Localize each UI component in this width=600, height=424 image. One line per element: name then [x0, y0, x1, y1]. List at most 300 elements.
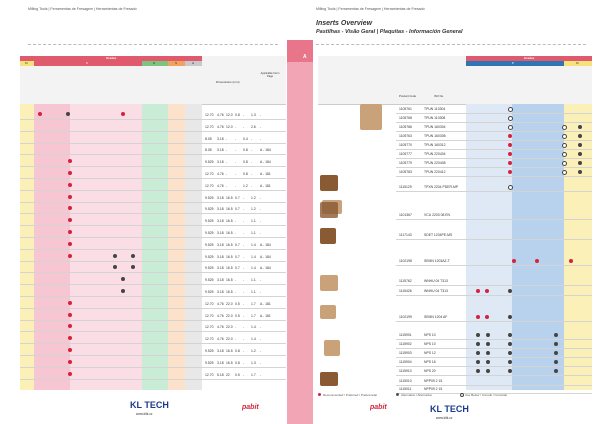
table-cell: 22 — [226, 372, 230, 377]
table-row-divider — [20, 154, 286, 155]
table-cell: - — [235, 172, 237, 176]
iso-H: H — [192, 61, 195, 65]
product-code: 1115762 — [399, 279, 412, 283]
product-code: 1102198 — [399, 259, 412, 263]
table-cell: - — [260, 325, 262, 330]
table-row-divider — [396, 158, 592, 159]
table-cell: 0.7 — [235, 195, 240, 200]
table-cell: 12.70 — [205, 172, 214, 176]
recommended-dot — [68, 372, 72, 376]
table-row-divider — [20, 202, 286, 203]
table-cell: 4.76 — [217, 325, 224, 330]
right-footer-url[interactable]: www.kltk.cz — [436, 416, 453, 420]
alternative-dot — [486, 342, 490, 346]
page-title: Inserts Overview — [316, 20, 373, 27]
table-cell: - — [260, 278, 262, 283]
table-cell: A - 184 — [260, 242, 271, 247]
recommended-dot — [38, 112, 42, 116]
table-cell: 9.525 — [205, 266, 214, 271]
table-cell: 12.70 — [205, 337, 214, 342]
recommended-dot — [68, 183, 72, 187]
table-cell: 0.7 — [235, 266, 240, 271]
table-cell: - — [235, 124, 237, 129]
table-cell: - — [226, 160, 228, 165]
iso-number: NPS 12 — [424, 351, 436, 355]
table-row-divider — [396, 339, 592, 340]
col-iso-no: ISO No. — [434, 94, 444, 98]
table-row-divider — [20, 225, 286, 226]
table-cell: 12.0 — [226, 124, 233, 129]
table-cell: - — [251, 136, 253, 141]
table-cell: - — [226, 136, 228, 141]
table-cell: 1.4 — [251, 337, 256, 342]
table-cell: 0.7 — [235, 242, 240, 247]
alternative-dot — [508, 315, 512, 319]
alternative-dot — [66, 112, 70, 116]
table-cell: 3.18 — [217, 195, 224, 200]
recommended-dot — [512, 259, 516, 263]
iso-number: NPS 20 — [424, 369, 436, 373]
table-cell: 1.2 — [251, 195, 256, 200]
table-row-divider — [396, 265, 592, 266]
table-cell: 16.5 — [226, 360, 233, 365]
table-cell: - — [243, 372, 245, 377]
table-cell: 1.1 — [251, 278, 256, 283]
table-cell: 9.525 — [205, 207, 214, 212]
alternative-dot — [508, 351, 512, 355]
table-cell: 3.18 — [217, 207, 224, 212]
table-cell: 4.76 — [217, 337, 224, 342]
product-code: 1105783 — [399, 170, 412, 174]
left-pabit-logo: pabit — [242, 404, 259, 411]
recommended-dot — [485, 315, 489, 319]
iso-number: TPUN 160312 — [424, 143, 446, 147]
side-tab-A[interactable]: A — [303, 54, 307, 60]
table-cell: 9.525 — [205, 160, 214, 165]
iso-number: NPS 10 — [424, 342, 436, 346]
table-row-divider — [20, 367, 286, 368]
dims-header: Dimensions (mm) — [216, 80, 240, 84]
alternative-dot — [476, 351, 480, 355]
table-cell: 12.70 — [205, 325, 214, 330]
table-row-divider — [396, 149, 592, 150]
table-cell: - — [235, 325, 237, 330]
product-code: 1115903 — [399, 351, 412, 355]
recommended-dot — [68, 195, 72, 199]
table-row-divider — [20, 119, 286, 120]
table-cell: 1.1 — [251, 231, 256, 235]
table-cell: 16.5 — [226, 254, 233, 259]
product-code: 1115426 — [399, 289, 412, 293]
alternative-dot — [476, 333, 480, 337]
iso-number: SDET 1204PE-MS — [424, 233, 453, 237]
right-side-tab — [300, 40, 313, 424]
table-cell: - — [260, 113, 262, 117]
table-cell: A - 184 — [260, 148, 271, 153]
table-row-divider — [396, 122, 592, 123]
iso-number: TPUN 220412 — [424, 170, 446, 174]
applicable-header: Applicable Form Page — [260, 72, 280, 78]
table-cell: 22.0 — [226, 301, 233, 306]
table-cell: - — [243, 266, 245, 271]
table-cell: 1.4 — [251, 266, 256, 271]
right-page — [300, 0, 600, 424]
table-row-divider — [20, 296, 286, 297]
recommended-dot — [535, 259, 539, 263]
alternative-dot — [508, 342, 512, 346]
table-cell: 16.5 — [226, 266, 233, 271]
table-cell: - — [235, 136, 237, 141]
alternative-dot — [476, 342, 480, 346]
col-product-code: Product Code — [399, 94, 417, 98]
iso-M: M — [25, 61, 28, 65]
table-cell: - — [260, 219, 262, 224]
iso-number: TPUN 220404 — [424, 152, 446, 156]
table-row-divider — [20, 166, 286, 167]
table-row-divider — [20, 190, 286, 191]
table-cell: - — [243, 124, 245, 129]
table-cell: 9.525 — [205, 219, 214, 224]
alternative-dot — [121, 289, 125, 293]
iso-N: N — [153, 61, 156, 65]
alternative-dot — [578, 152, 582, 156]
table-cell: - — [226, 148, 228, 153]
table-cell: 22.0 — [226, 337, 233, 342]
table-cell: - — [251, 183, 253, 188]
table-cell: 3.18 — [217, 278, 224, 283]
recommended-dot — [68, 301, 72, 305]
table-cell: - — [235, 148, 237, 153]
table-row-divider — [396, 140, 592, 141]
product-code: 1105786 — [399, 125, 412, 129]
recommended-dot — [508, 152, 512, 156]
alternative-dot — [486, 333, 490, 337]
table-cell: 5.18 — [217, 372, 224, 377]
table-cell: 4.76 — [217, 113, 224, 117]
table-cell: - — [260, 207, 262, 212]
table-cell: - — [235, 290, 237, 294]
recommended-dot — [476, 289, 480, 293]
alternative-dot — [554, 351, 558, 355]
table-cell: 3.18 — [217, 254, 224, 259]
table-cell: 9.525 — [205, 290, 214, 294]
table-cell: - — [260, 195, 262, 200]
iso-number: TPUN 220408 — [424, 161, 446, 165]
table-cell: A - 184 — [260, 160, 271, 165]
table-cell: A - 181 — [260, 172, 271, 176]
table-cell: 1.7 — [251, 301, 256, 306]
recommended-dot — [508, 143, 512, 147]
table-cell: 4.76 — [217, 301, 224, 306]
table-cell: - — [243, 231, 245, 235]
table-row-divider — [396, 348, 592, 349]
table-cell: 1.3 — [251, 360, 256, 365]
table-cell: - — [243, 325, 245, 330]
product-code: 1115901 — [399, 333, 412, 337]
table-cell: 1.2 — [251, 349, 256, 353]
table-cell: 16.5 — [226, 278, 233, 283]
table-cell: 3.18 — [217, 360, 224, 365]
alternative-dot — [131, 254, 135, 258]
recommended-dot — [121, 112, 125, 116]
table-cell: 16.5 — [226, 231, 233, 235]
recommended-dot — [569, 259, 573, 263]
table-cell: - — [235, 219, 237, 224]
product-code: 1115902 — [399, 342, 412, 346]
table-cell: - — [260, 124, 262, 129]
table-row-divider — [396, 219, 592, 220]
table-cell: 9.525 — [205, 242, 214, 247]
iso-K: K — [86, 61, 89, 65]
table-cell: 9.525 — [205, 349, 214, 353]
table-row-divider — [20, 343, 286, 344]
insert-image-tpxn — [320, 175, 338, 191]
table-cell: 0.4 — [243, 136, 248, 141]
table-cell: 12.70 — [205, 301, 214, 306]
table-cell: 3.18 — [217, 231, 224, 235]
right-kltech-logo: KL TECH — [430, 404, 469, 414]
product-code: 1115129 — [399, 185, 412, 189]
table-cell: 0.8 — [235, 349, 240, 353]
product-code: 1105777 — [399, 152, 412, 156]
table-row-divider — [396, 239, 592, 240]
right-pabit-logo: pabit — [370, 404, 387, 411]
alternative-dot — [578, 125, 582, 129]
table-cell: - — [243, 254, 245, 259]
table-cell: 3.18 — [217, 349, 224, 353]
table-cell: 0.7 — [235, 254, 240, 259]
table-row-divider — [20, 355, 286, 356]
table-cell: A - 184 — [260, 266, 271, 271]
iso-number: WNHU 04 T313 — [424, 279, 448, 283]
recommended-dot — [68, 360, 72, 364]
iso-number: WNHU 04 T313 — [424, 289, 448, 293]
recommended-dot — [68, 242, 72, 246]
table-cell: 12.70 — [205, 183, 214, 188]
alternative-dot — [578, 161, 582, 165]
table-cell: 0.8 — [243, 148, 248, 153]
left-footer-url[interactable]: www.kltk.cz — [136, 412, 153, 416]
table-row-divider — [396, 131, 592, 132]
table-row-divider — [396, 385, 592, 386]
table-cell: 3.18 — [217, 136, 224, 141]
table-cell: 1.2 — [251, 207, 256, 212]
table-cell: - — [243, 360, 245, 365]
table-cell: 3.18 — [217, 242, 224, 247]
alternative-dot — [476, 360, 480, 364]
table-cell: - — [260, 290, 262, 294]
table-cell: 1.7 — [251, 372, 256, 377]
table-cell: 1.1 — [251, 290, 256, 294]
table-cell: - — [243, 349, 245, 353]
table-cell: 9.525 — [205, 278, 214, 283]
table-row-divider — [20, 272, 286, 273]
table-cell: 8.05 — [205, 136, 212, 141]
table-cell: - — [226, 183, 228, 188]
table-row-divider — [20, 261, 286, 262]
iso-number: TPUN 110304 — [424, 107, 446, 111]
recommended-dot — [476, 315, 480, 319]
recommended-dot — [68, 313, 72, 317]
iso-number: NPS 16 — [424, 360, 436, 364]
recommended-dot — [68, 171, 72, 175]
table-cell: 3.18 — [217, 266, 224, 271]
iso-number: SEMN 1203AZ-T — [424, 259, 450, 263]
iso-number: TPUN 110308 — [424, 116, 446, 120]
table-cell: - — [243, 313, 245, 318]
table-cell: - — [243, 195, 245, 200]
table-cell: 3.18 — [217, 160, 224, 165]
left-kltech-logo: KL TECH — [130, 400, 169, 410]
table-cell: - — [243, 113, 245, 117]
table-cell: 0.5 — [235, 372, 240, 377]
table-cell: 9.525 — [205, 195, 214, 200]
insert-image-wnhu — [320, 275, 338, 291]
table-row-divider — [396, 375, 592, 376]
legend-alternative: Alternative / Alternativa — [401, 393, 432, 397]
table-cell: 16.5 — [226, 219, 233, 224]
alternative-dot — [508, 360, 512, 364]
table-cell: 8.05 — [205, 148, 212, 153]
insert-image-tpun — [360, 104, 382, 130]
table-cell: - — [260, 360, 262, 365]
table-cell: - — [243, 219, 245, 224]
grades-title: Grades — [106, 56, 117, 60]
insert-image-nps — [324, 340, 340, 356]
table-cell: 12.0 — [226, 113, 233, 117]
table-cell: - — [243, 207, 245, 212]
table-cell: 16.5 — [226, 195, 233, 200]
insert-image-npp — [320, 372, 338, 386]
iso-number: NPP09 2 15 — [424, 387, 443, 391]
table-row-divider — [20, 284, 286, 285]
table-cell: 4.76 — [217, 124, 224, 129]
table-cell: 3.18 — [217, 148, 224, 153]
table-cell: A - 181 — [260, 313, 271, 318]
table-cell: 12.70 — [205, 113, 214, 117]
alternative-dot — [486, 360, 490, 364]
alternative-dot — [113, 254, 117, 258]
alternative-dot — [476, 369, 480, 373]
table-row-divider — [20, 143, 286, 144]
table-cell: 12.70 — [205, 372, 214, 377]
table-cell: 0.8 — [235, 113, 240, 117]
table-cell: 0.8 — [243, 160, 248, 165]
alternative-dot — [554, 342, 558, 346]
table-cell: A - 184 — [260, 254, 271, 259]
product-code: 1115904 — [399, 360, 412, 364]
table-cell: - — [260, 136, 262, 141]
table-cell: - — [235, 183, 237, 188]
table-cell: 2.6 — [251, 124, 256, 129]
table-cell: 16.5 — [226, 349, 233, 353]
table-cell: 12.70 — [205, 313, 214, 318]
iso-number: VCU 2203 08 EN — [424, 213, 451, 217]
recommended-dot — [68, 254, 72, 258]
insert-image-semn — [320, 228, 336, 244]
table-cell: - — [251, 172, 253, 176]
table-cell: 0.5 — [235, 301, 240, 306]
left-side-tab — [287, 40, 300, 424]
iso-P: P — [512, 61, 515, 65]
table-cell: 22.0 — [226, 313, 233, 318]
table-cell: 0.8 — [243, 172, 248, 176]
table-cell: 12.70 — [205, 124, 214, 129]
table-cell: 22.0 — [226, 325, 233, 330]
iso-number: NPP09 2 15 — [424, 379, 443, 383]
iso-M-right: M — [576, 61, 579, 65]
recommended-dot — [68, 230, 72, 234]
alternative-dot — [508, 289, 512, 293]
alternative-dot — [578, 134, 582, 138]
alternative-dot — [554, 333, 558, 337]
table-cell: - — [251, 160, 253, 165]
table-row-divider — [20, 308, 286, 309]
table-cell: - — [251, 148, 253, 153]
table-cell: 16.5 — [226, 207, 233, 212]
table-row-divider — [396, 295, 592, 296]
iso-number: TPUN 160304 — [424, 125, 446, 129]
table-cell: - — [235, 160, 237, 165]
alternative-dot — [578, 170, 582, 174]
table-cell: A - 181 — [260, 301, 271, 306]
table-cell: - — [243, 290, 245, 294]
alternative-dot — [508, 369, 512, 373]
table-cell: 9.525 — [205, 231, 214, 235]
table-row-divider — [20, 331, 286, 332]
table-cell: A - 181 — [260, 183, 271, 188]
product-code: 1117143 — [399, 233, 412, 237]
table-cell: 1.4 — [251, 242, 256, 247]
insert-image-sdet — [320, 202, 338, 218]
right-grades-title: Grades — [524, 56, 535, 60]
table-cell: 0.7 — [235, 207, 240, 212]
table-cell: 1.7 — [251, 313, 256, 318]
table-cell: 9.525 — [205, 360, 214, 365]
recommended-dot — [68, 348, 72, 352]
alternative-dot — [486, 351, 490, 355]
table-cell: - — [243, 242, 245, 247]
product-code: 1105779 — [399, 161, 412, 165]
alternative-dot — [554, 369, 558, 373]
table-cell: 1.2 — [243, 183, 248, 188]
left-page-header: Milling Tools | Ferramentas de Fresagem | Herramientas de Fresado — [28, 7, 137, 11]
table-cell: - — [243, 278, 245, 283]
table-row-divider — [396, 191, 592, 192]
iso-number: TPUN 160308 — [424, 134, 446, 138]
product-code: 1105763 — [399, 134, 412, 138]
recommended-dot — [508, 134, 512, 138]
table-cell: - — [235, 231, 237, 235]
table-cell: 1.4 — [251, 325, 256, 330]
table-row-divider — [20, 131, 286, 132]
alternative-dot — [554, 360, 558, 364]
iso-number: NPS 10 — [424, 333, 436, 337]
table-row-divider — [396, 176, 592, 177]
table-row-divider — [396, 366, 592, 367]
recommended-dot — [485, 289, 489, 293]
product-code: 1115010 — [399, 379, 412, 383]
table-cell: - — [260, 231, 262, 235]
table-cell: 0.8 — [235, 360, 240, 365]
product-code: 1102199 — [399, 315, 412, 319]
table-row-divider — [20, 379, 286, 380]
product-code: 1105770 — [399, 143, 412, 147]
table-cell: 9.525 — [205, 254, 214, 259]
table-row-divider — [396, 285, 592, 286]
alternative-dot — [486, 369, 490, 373]
table-cell: 3.18 — [217, 290, 224, 294]
